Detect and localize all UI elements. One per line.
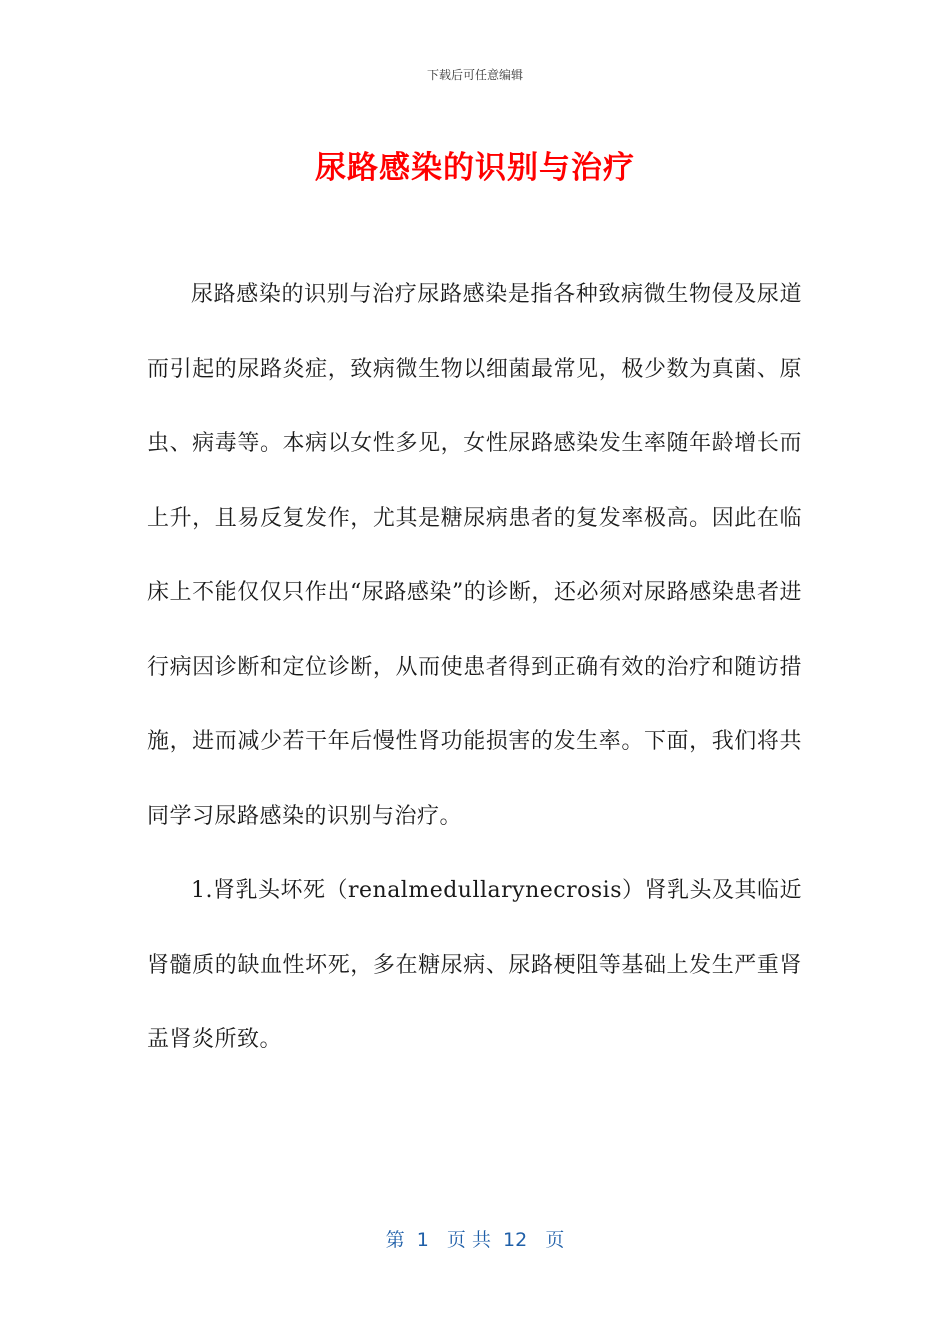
paragraph-intro: 尿路感染的识别与治疗尿路感染是指各种致病微生物侵及尿道而引起的尿路炎症，致病微生物以细菌最常见，极少数为真菌、原虫、病毒等。本病以女性多见，女性尿路感染发生率随年龄增长而上升，且易反复发作，尤其是糖尿病患者的复发率极高。因此在临床上不能仅仅只作出“尿路感染”的诊断，还必须对尿路感染患者进行病因诊断和定位诊断，从而使患者得到正确有效的治疗和随访措施，进而减少若干年后慢性肾功能损害的发生率。下面，我们将共同学习尿路感染的识别与治疗。 [147, 282, 802, 829]
header-note: 下载后可任意编辑 [426, 68, 523, 82]
page-number: 第 1 页 共 12 页 [385, 1229, 565, 1251]
document-title: 尿路感染的识别与治疗 [315, 150, 635, 186]
document-body [147, 258, 802, 1078]
paragraph-item-1: 1.肾乳头坏死（renalmedullarynecrosis）肾乳头及其临近肾髓质的缺血性坏死，多在糖尿病、尿路梗阻等基础上发生严重肾盂肾炎所致。 [147, 878, 803, 1052]
